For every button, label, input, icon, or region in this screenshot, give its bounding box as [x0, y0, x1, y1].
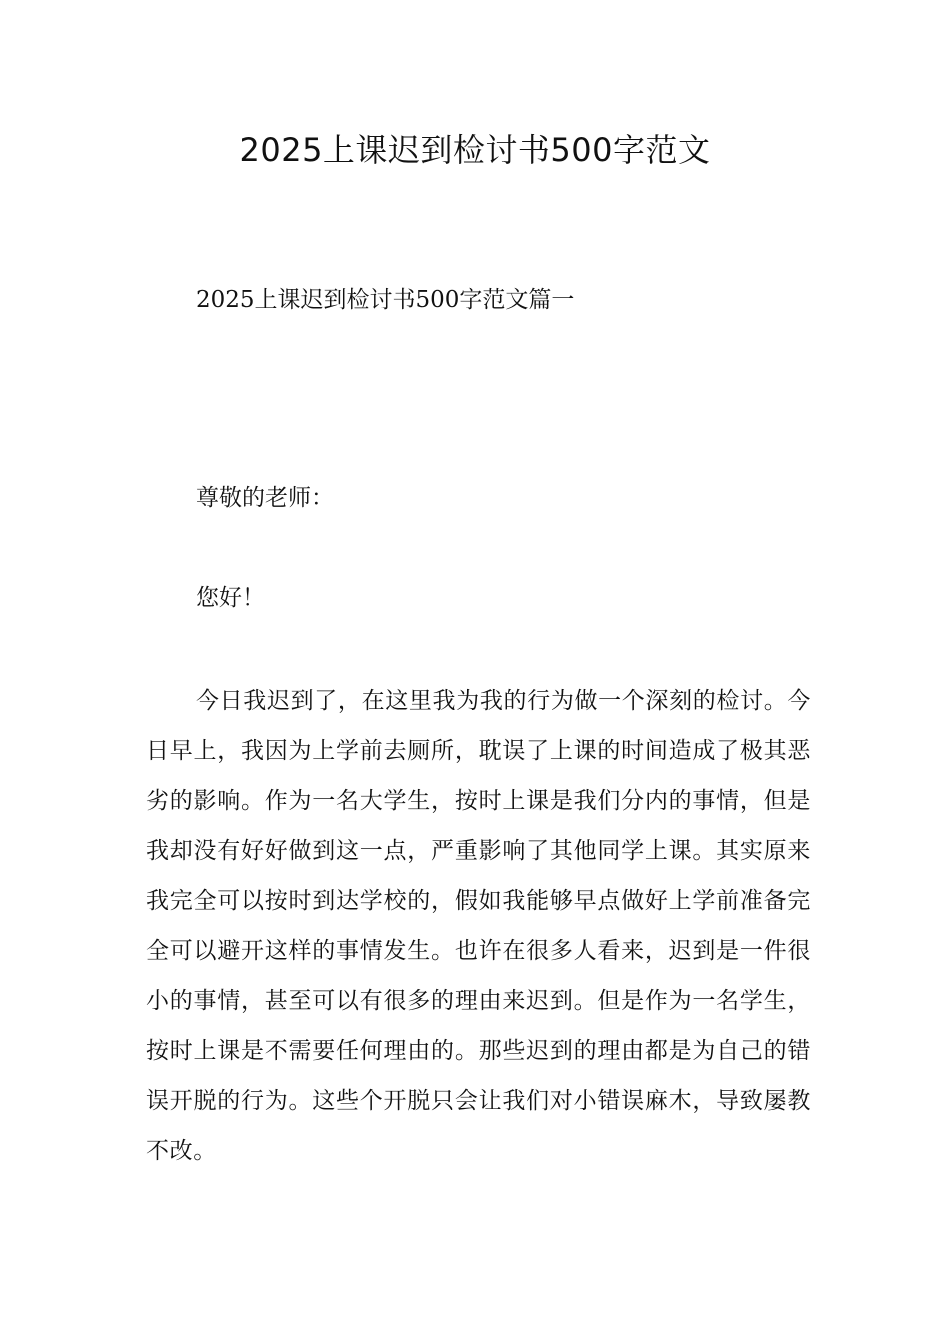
- body-paragraph: 今日我迟到了，在这里我为我的行为做一个深刻的检讨。今日早上，我因为上学前去厕所，耽误了上课的时间造成了极其恶劣的影响。作为一名大学生，按时上课是我们分内的事情，但是我却没有好好做到这一点，严重影响了其他同学上课。其实原来我完全可以按时到达学校的，假如我能够早点做好上学前准备完全可以避开这样的事情发生。也许在很多人看来，迟到是一件很小的事情，甚至可以有很多的理由来迟到。但是作为一名学生，按时上课是不需要任何理由的。那些迟到的理由都是为自己的错误开脱的行为。这些个开脱只会让我们对小错误麻木，导致屡教不改。: [146, 688, 811, 1164]
- salutation: 尊敬的老师：: [196, 485, 334, 511]
- section-heading: 2025上课迟到检讨书500字范文篇一: [196, 287, 575, 313]
- greeting: 您好！: [196, 585, 265, 611]
- document-title: 2025上课迟到检讨书500字范文: [239, 131, 711, 169]
